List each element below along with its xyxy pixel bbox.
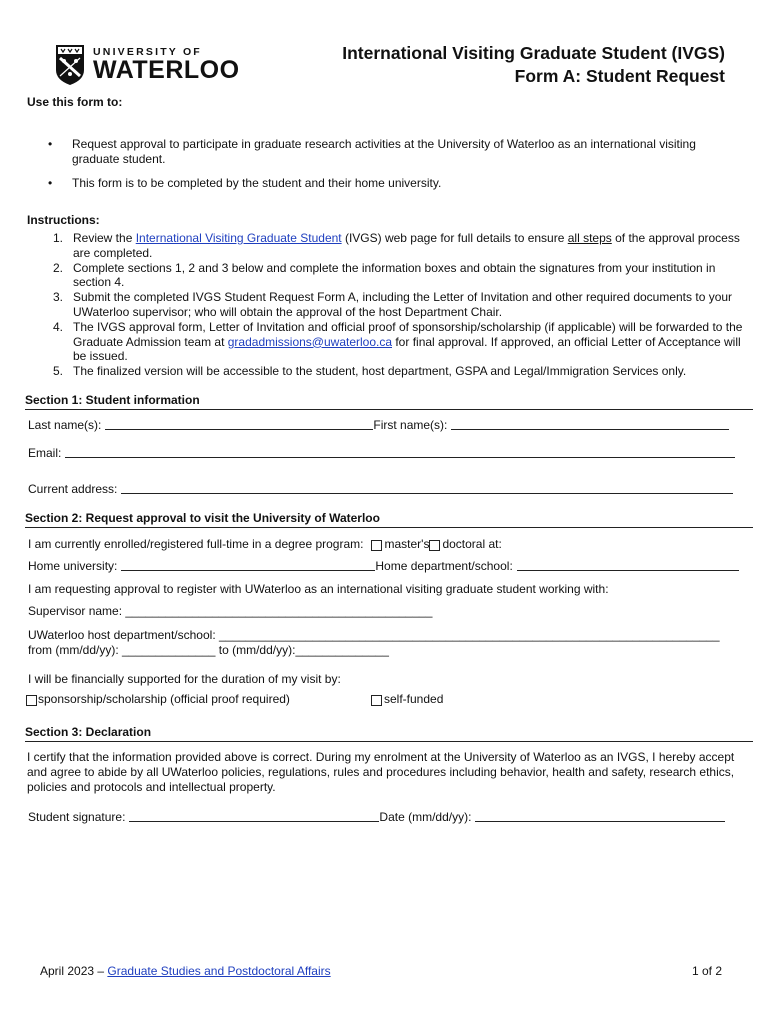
dates-field[interactable]: from (mm/dd/yy): ______________ to (mm/dd/yy):______________	[28, 643, 389, 657]
enrolled-label: I am currently enrolled/registered full-time in a degree program:	[28, 537, 364, 551]
gspa-link[interactable]: Graduate Studies and Postdoctoral Affairs	[107, 964, 331, 978]
last-name-label: Last name(s):	[28, 418, 102, 432]
email-field[interactable]	[65, 457, 735, 458]
supervisor-field[interactable]: Supervisor name: ______________________________________________	[28, 604, 433, 618]
self-funded-row	[371, 692, 443, 706]
list-item: 3. Submit the completed IVGS Student Request Form A, including the Letter of Invitation and other required documents to your UWaterloo supervisor; who will obtain the approval of the host Department Chair.	[52, 290, 733, 319]
address-field[interactable]	[121, 493, 733, 494]
first-name-field[interactable]	[451, 429, 729, 430]
section2-title: Section 2: Request approval to visit the University of Waterloo	[25, 511, 380, 525]
enrolled-row	[28, 537, 502, 551]
signature-row	[28, 810, 740, 824]
supported-label: I will be financially supported for the duration of my visit by:	[28, 672, 341, 686]
crest-icon	[55, 44, 85, 86]
email-label: Email:	[28, 446, 62, 460]
host-department-row[interactable]	[28, 628, 720, 642]
instructions-heading: Instructions:	[27, 213, 100, 227]
university-logo	[55, 44, 240, 86]
home-row	[28, 559, 744, 573]
dates-row[interactable]	[28, 643, 389, 657]
page-number: 1 of 2	[691, 964, 722, 978]
email-link[interactable]: gradadmissions@uwaterloo.ca	[227, 334, 393, 349]
first-name-label: First name(s):	[373, 418, 448, 432]
list-item: 5. The finalized version will be accessible to the student, host department, GSPA and Legal/Immigration Services only.	[52, 364, 687, 379]
self-funded-checkbox[interactable]	[371, 695, 382, 706]
instructions	[25, 213, 745, 379]
bullet-text: Request approval to participate in graduate research activities at the University of Waterloo as an international visiting graduate student.	[72, 137, 696, 166]
footer	[40, 964, 331, 978]
form-title-line2: Form A: Student Request	[514, 66, 725, 86]
section1-title: Section 1: Student information	[25, 393, 200, 407]
supervisor-row[interactable]	[28, 604, 432, 618]
sponsorship-label: sponsorship/scholarship (official proof required)	[38, 692, 290, 706]
bullet-text: This form is to be completed by the student and their home university.	[72, 176, 442, 190]
requesting-text: I am requesting approval to register with UWaterloo as an international visiting graduate student working with:	[28, 582, 609, 596]
list-item: 4. The IVGS approval form, Letter of Invitation and official proof of sponsorship/scholarship (if applicable) will be forwarded to the Graduate Admission team at gradadmissions@uwaterloo.ca for final approval. If approved, an official Letter of Acceptance will be issued.	[52, 319, 743, 364]
intro-bullets	[48, 137, 738, 200]
ivgs-webpage-link[interactable]: International Visiting Graduate Student	[135, 231, 342, 245]
list-item	[48, 176, 738, 191]
list-item: 2. Complete sections 1, 2 and 3 below and complete the information boxes and obtain the signatures from your institution in section 4.	[52, 260, 716, 290]
doctoral-label: doctoral at:	[442, 537, 502, 551]
self-funded-label: self-funded	[384, 692, 444, 706]
supported-row	[28, 672, 341, 686]
logo-top-text: UNIVERSITY OF	[93, 45, 202, 58]
form-title-line1: International Visiting Graduate Student (IVGS)	[342, 43, 725, 63]
address-row	[28, 482, 733, 496]
home-department-field[interactable]	[517, 570, 739, 571]
section1-divider	[25, 409, 753, 410]
section3-divider	[25, 741, 753, 742]
requesting-row	[28, 582, 609, 596]
home-university-label: Home university:	[28, 559, 118, 573]
section2-divider	[25, 527, 753, 528]
sponsorship-checkbox[interactable]	[26, 695, 37, 706]
name-row	[28, 418, 738, 432]
email-row	[28, 446, 735, 460]
masters-checkbox[interactable]	[371, 540, 382, 551]
funding-row	[26, 692, 290, 706]
bullet-icon: •	[48, 137, 53, 151]
instructions-list	[25, 231, 745, 379]
signature-field[interactable]	[129, 821, 379, 822]
host-department-field[interactable]: UWaterloo host department/school: ___________________________________________________________________________	[28, 628, 720, 642]
list-item: 1. Review the International Visiting Graduate Student (IVGS) web page for full details to ensure all steps of the approval process are completed.	[52, 231, 740, 260]
footer-date: April 2023 –	[40, 964, 108, 978]
list-item	[48, 137, 738, 167]
doctoral-checkbox[interactable]	[429, 540, 440, 551]
logo-main-text: WATERLOO	[93, 56, 240, 85]
home-university-field[interactable]	[121, 570, 375, 571]
masters-label: master's	[384, 537, 430, 551]
declaration-text: I certify that the information provided above is correct. During my enrolment at the University of Waterloo as an IVGS, I hereby accept and agree to abide by all UWaterloo policies, regulations, rules and procedures including behavior, health and safety, research ethics, policies and protocols and intellectual property.	[27, 750, 735, 794]
signature-label: Student signature:	[28, 810, 126, 824]
form-title	[342, 42, 725, 88]
home-department-label: Home department/school:	[375, 559, 513, 573]
last-name-field[interactable]	[105, 429, 373, 430]
date-label: Date (mm/dd/yy):	[379, 810, 472, 824]
date-field[interactable]	[475, 821, 725, 822]
section3-title: Section 3: Declaration	[25, 725, 152, 739]
address-label: Current address:	[28, 482, 118, 496]
bullet-icon: •	[48, 176, 53, 190]
use-heading: Use this form to:	[27, 95, 123, 109]
